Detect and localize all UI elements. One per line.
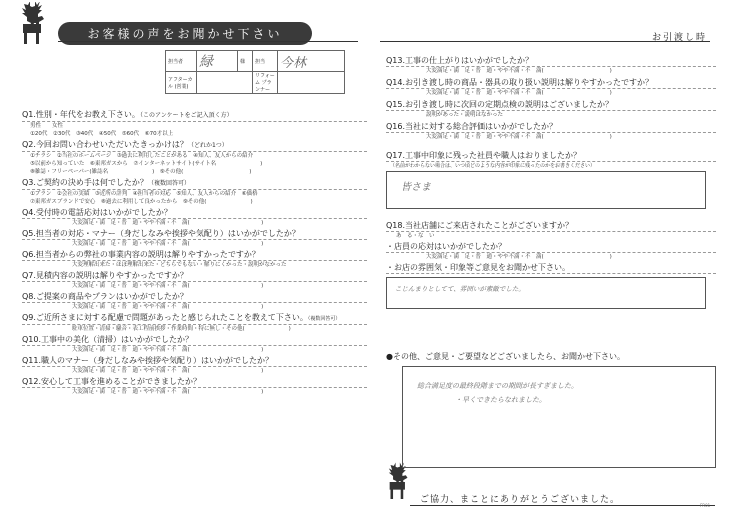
question-text: Q5.担当者の対応・マナー（身だしなみや挨拶や気配り）はいかがでしたか？ — [22, 229, 367, 240]
question-text: Q17.工事中印象に残った社員や職人はおりましたか？ — [386, 151, 716, 162]
q18-handwritten-answer: こじんまりとしてて、雰囲いが素敵でした。 — [395, 285, 525, 293]
thanks-text: ご協力、まことにありがとうございました。 — [420, 495, 621, 505]
question-text: Q7.見積内容の説明は解りやすかったですか？ — [22, 271, 367, 282]
answer-options[interactable]: 大変満足・満 足・普 通・やや不満・不 満( ) — [426, 90, 612, 96]
question-text: Q2.今回お問い合わせいただいたきっかけは？（どれか1つ） — [22, 140, 367, 152]
question-q10 — [22, 335, 367, 354]
footer-rule — [410, 505, 715, 506]
question-q5 — [22, 229, 367, 248]
answer-options[interactable]: 大変理解出来た・ほぼ理解出来た・どちらでもない・解りにくかった・説明がなかった — [72, 262, 287, 268]
answer-note: （名前がわからない場合は、いつ頃どのような内容が印象に残ったのかをお書きください） — [390, 163, 596, 169]
answer-options[interactable]: ①プラン ②会社の実績 ③近所の評判 ④担当者の対応 ⑤知人、友人からの紹介 ⑥価格 — [30, 191, 258, 197]
question-q1 — [22, 110, 367, 138]
question-q2 — [22, 140, 367, 176]
reform-value[interactable] — [278, 72, 345, 94]
question-q8 — [22, 292, 367, 311]
other-heading: ●その他、ご意見・ご要望などございましたら、お聞かせ下さい。 — [386, 352, 625, 361]
question-text: Q4.受付時の電話応対はいかがでしたか？ — [22, 208, 367, 219]
answer-options[interactable]: あ る・な い — [396, 233, 435, 239]
answer-options[interactable]: 大変満足・満 足・普 通・やや不満・不 満( ) — [72, 220, 264, 226]
after-value[interactable] — [197, 72, 253, 94]
question-text: Q11.職人のマナー（身だしなみや挨拶や気配り）はいかがでしたか？ — [22, 356, 367, 367]
answer-options[interactable]: 大変満足・満 足・普 通・やや不満・不 満( ) — [72, 368, 264, 374]
question-q16 — [386, 122, 716, 141]
planner-label: 担当 — [253, 51, 278, 72]
header-right-title: お引渡し時 — [652, 33, 708, 43]
staff-name[interactable]: 緑 — [197, 51, 238, 72]
q18-answer-box[interactable] — [386, 277, 706, 309]
answer-options[interactable]: 大変満足・満 足・普 通・やや不満・不 満( ) — [426, 254, 612, 260]
question-text: Q14.お引き渡し時の商品・器具の取り扱い説明は解りやすかったですか？ — [386, 78, 716, 89]
header-rule — [58, 41, 358, 42]
answer-options[interactable]: 大変満足・満 足・普 通・やや不満・不 満( ) — [426, 134, 612, 140]
question-text: Q8.ご提案の商品やプランはいかがでしたか？ — [22, 292, 367, 303]
after-label: アフターカル (営業) — [166, 72, 197, 94]
question-q7 — [22, 271, 367, 290]
question-q18a — [386, 242, 716, 261]
q17-handwritten-answer: 皆さま — [401, 182, 431, 193]
staff-table — [165, 50, 345, 94]
answer-options[interactable]: 男性 女性 — [30, 123, 64, 129]
planner-name[interactable]: 今林 — [278, 51, 345, 72]
answer-options[interactable]: ⑤以前から知っていた ⑥東邦ガスから ⑦インターネットサイト(サイト名 ) — [30, 161, 263, 167]
answer-options[interactable]: 説明があった・説明はなかった — [426, 112, 503, 118]
answer-options[interactable]: 大変満足・満 足・普 通・やや不満・不 満( ) — [72, 283, 264, 289]
form-code: FR01 — [700, 503, 711, 508]
answer-options[interactable]: ⑦東邦ガスブランドで安心 ⑧過去に利用して良かったから ⑨その他( ) — [30, 199, 253, 205]
question-text: Q10.工事中の美化（清掃）はいかがでしたか？ — [22, 335, 367, 346]
q17-answer-box[interactable] — [386, 171, 706, 209]
deer-logo-icon — [382, 462, 416, 502]
question-q18 — [386, 221, 716, 240]
question-text: Q13.工事の仕上がりはいかがでしたか？ — [386, 56, 716, 67]
answer-options[interactable]: 大変満足・満 足・普 通・やや不満・不 満( ) — [72, 347, 264, 353]
question-q3 — [22, 178, 367, 206]
answer-options[interactable]: 大変満足・満 足・普 通・やや不満・不 満( ) — [72, 389, 264, 395]
question-text: Q9.ご近所さまに対する配慮で問題があったと感じられたことを教えて下さい。（複数回答可） — [22, 313, 367, 325]
other-handwritten-line1: 総合満足度の最終段階までの期間が長すぎました。 — [417, 382, 578, 390]
answer-options[interactable]: 大変満足・満 足・普 通・やや不満・不 満( ) — [72, 241, 264, 247]
staff-suffix: 様 — [238, 51, 253, 72]
question-q9 — [22, 313, 367, 333]
answer-options[interactable]: 駐車位置・清掃・騒音・表工程前挨拶・作業時間・特に無し・その他( ) — [72, 326, 291, 332]
question-q6 — [22, 250, 367, 269]
question-text: Q15.お引き渡し時に次回の定期点検の説明はございましたか？ — [386, 100, 716, 111]
question-q18b — [386, 263, 716, 309]
answer-options[interactable]: ⑧雑誌・フリーペーパー(雑誌名 ) ⑨その他( ) — [30, 169, 252, 175]
question-text: Q16.当社に対する総合評価はいかがでしたか？ — [386, 122, 716, 133]
answer-options[interactable]: 大変満足・満 足・普 通・やや不満・不 満( ) — [72, 304, 264, 310]
question-text: Q12.安心して工事を進めることができましたか？ — [22, 377, 367, 388]
question-q15 — [386, 100, 716, 119]
question-q4 — [22, 208, 367, 227]
question-text: Q6.担当者からの弊社の事業内容の説明は解りやすかったですか？ — [22, 250, 367, 261]
header-right-rule — [380, 41, 710, 42]
question-q14 — [386, 78, 716, 97]
question-text: Q3.ご契約の決め手は何でしたか？（複数回答可） — [22, 178, 367, 190]
question-text: ・店員の応対はいかがでしたか？ — [386, 242, 716, 253]
question-text: ・お店の雰囲気・印象等ご意見をお聞かせ下さい。 — [386, 263, 716, 274]
question-text: Q18.当社店舗にご来店されたことがございますか？ — [386, 221, 716, 232]
question-q17 — [386, 151, 716, 209]
deer-logo-icon — [14, 2, 54, 46]
page-title: お客様の声をお聞かせ下さい — [58, 22, 312, 45]
question-q11 — [22, 356, 367, 375]
other-comments-box[interactable] — [402, 366, 716, 468]
answer-options[interactable]: 大変満足・満 足・普 通・やや不満・不 満( ) — [426, 68, 612, 74]
staff-label: 担当者 — [166, 51, 197, 72]
left-questions — [22, 110, 367, 398]
other-handwritten-line2: ・早くできたらなれました。 — [455, 396, 546, 404]
question-text: Q1.性別・年代をお教え下さい。（このアンケートをご記入頂く方） — [22, 110, 367, 122]
reform-label: リフォーム プランナー — [253, 72, 278, 94]
right-questions — [386, 56, 716, 309]
answer-options[interactable]: ①チラシ ②当社のホームページ ③過去に利用したことがある ④知人、友人からの紹介 — [30, 153, 254, 159]
question-q13 — [386, 56, 716, 75]
answer-options[interactable]: ①20代 ②30代 ③40代 ④50代 ⑤60代 ⑥70才以上 — [30, 131, 174, 137]
question-q12 — [22, 377, 367, 396]
